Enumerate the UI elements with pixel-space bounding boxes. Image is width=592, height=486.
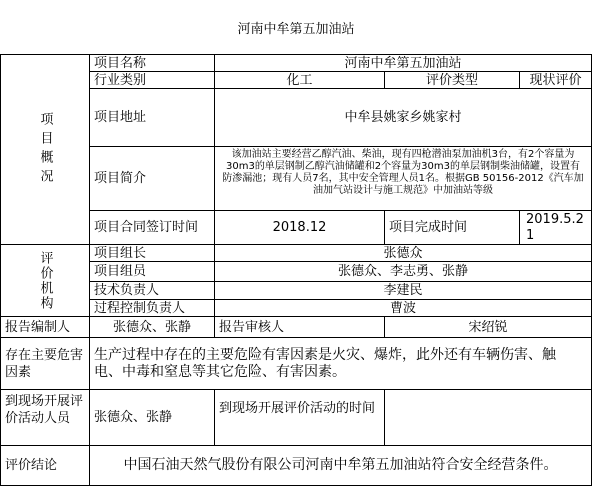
members-label: 项目组员 [90, 262, 215, 282]
members-value: 张德众、李志勇、张静 [215, 262, 592, 282]
process-lead-value: 曹波 [215, 300, 592, 317]
hazards-value: 生产过程中存在的主要危险有害因素是火灾、爆炸，此外还有车辆伤害、触电、中毒和窒息等其它危险、有害因素。 [90, 338, 592, 390]
report-author-value: 张德众、张静 [90, 317, 215, 338]
project-overview-text: 项目概况 [37, 111, 53, 188]
hazards-label: 存在主要危害因素 [0, 338, 90, 390]
industry-label: 行业类别 [90, 72, 215, 89]
eval-type-value: 现状评价 [520, 72, 592, 89]
address-value: 中牟县姚家乡姚家村 [215, 89, 592, 147]
site-time-label: 到现场开展评价活动的时间 [215, 390, 385, 446]
contract-time-label: 项目合同签订时间 [90, 211, 215, 245]
finish-time-value: 2019.5.21 [520, 211, 592, 245]
site-personnel-label: 到现场开展评价活动人员 [0, 390, 90, 446]
process-lead-label: 过程控制负责人 [90, 300, 215, 317]
conclusion-label: 评价结论 [0, 446, 90, 486]
brief-label: 项目简介 [90, 147, 215, 211]
site-personnel-value: 张德众、张静 [90, 390, 215, 446]
report-reviewer-label: 报告审核人 [215, 317, 385, 338]
org-label [0, 245, 90, 317]
address-label: 项目地址 [90, 89, 215, 147]
tech-lead-label: 技术负责人 [90, 282, 215, 300]
site-time-value [385, 390, 592, 446]
eval-type-label: 评价类型 [385, 72, 520, 89]
page-title: 河南中牟第五加油站 [0, 0, 592, 55]
leader-label: 项目组长 [90, 245, 215, 262]
org-label-text: 评价机构 [37, 250, 53, 311]
industry-value: 化工 [215, 72, 385, 89]
conclusion-value: 中国石油天然气股份有限公司河南中牟第五加油站符合安全经营条件。 [90, 446, 592, 486]
report-reviewer-value: 宋绍锐 [385, 317, 592, 338]
project-name-label: 项目名称 [90, 55, 215, 72]
finish-time-label: 项目完成时间 [385, 211, 520, 245]
project-name-value: 河南中牟第五加油站 [215, 55, 592, 72]
tech-lead-value: 李建民 [215, 282, 592, 300]
report-author-label: 报告编制人 [0, 317, 90, 338]
contract-time-value: 2018.12 [215, 211, 385, 245]
brief-value: 该加油站主要经营乙醇汽油、柴油，现有四枪潜油泵加油机3台，有2个容量为30m3的单层钢制乙醇汽油储罐和2个容量为30m3的单层钢制柴油储罐，设置有防渗漏池；现有人员7名，其中安全管理人员1名。根据GB 50156-2012《汽车加油加气站设计与施工规范》中加油站等级 [222, 149, 584, 196]
leader-value: 张德众 [215, 245, 592, 262]
brief-cell [215, 147, 592, 211]
project-overview-label [0, 55, 90, 245]
